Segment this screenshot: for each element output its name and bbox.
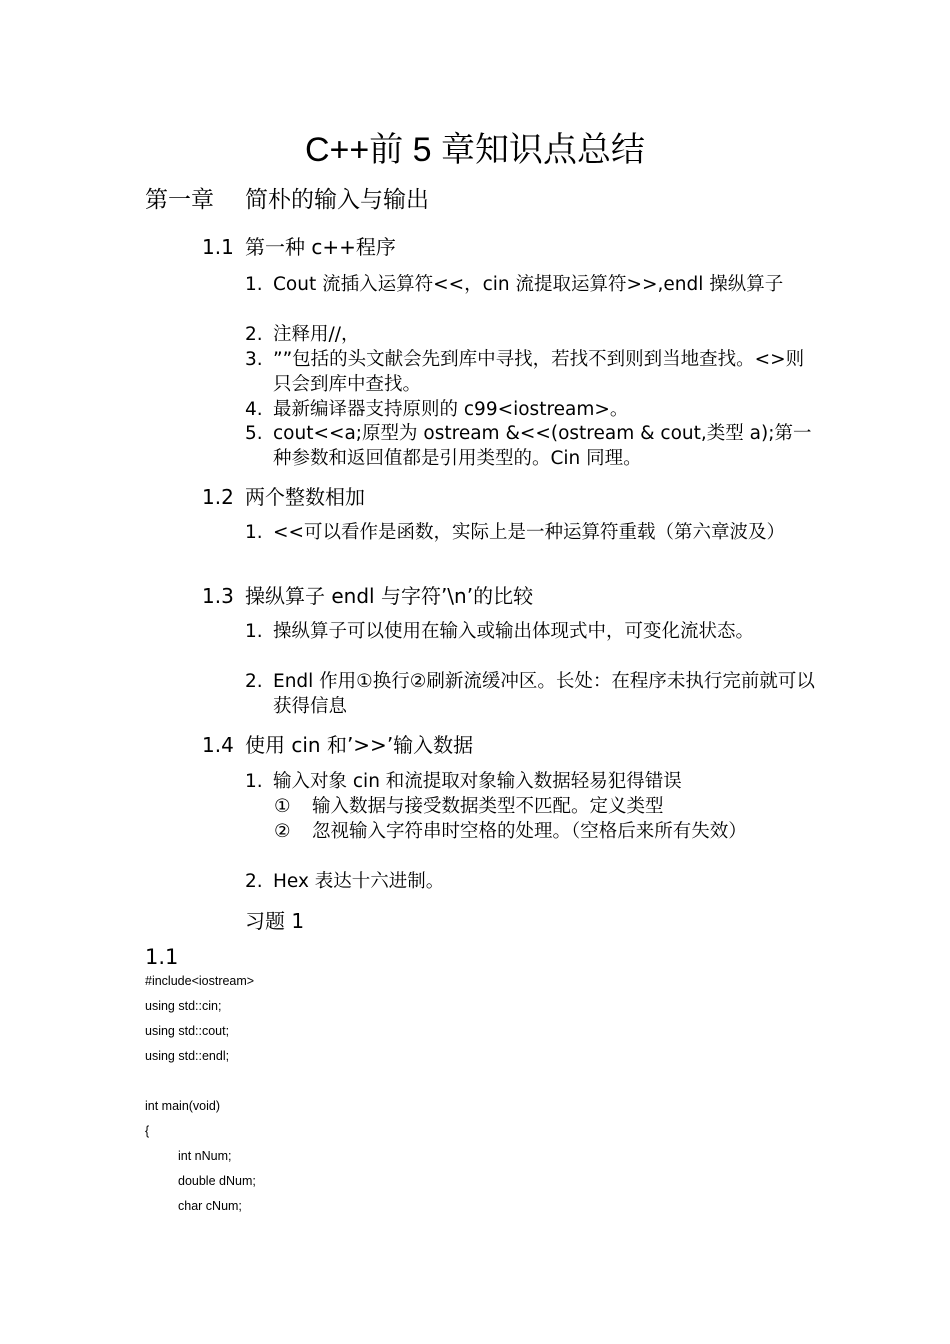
list-item-text: 操纵算子可以使用在输入或输出体现式中，可变化流状态。 bbox=[273, 621, 755, 642]
list-item bbox=[245, 670, 815, 719]
list-item bbox=[245, 521, 815, 546]
list-item-number: 4. bbox=[245, 399, 263, 420]
list-item-number: 5. bbox=[245, 423, 263, 444]
list-item bbox=[245, 870, 815, 895]
list-item-text: 输入对象 cin 和流提取对象输入数据轻易犯得错误 bbox=[273, 771, 682, 792]
code-line: int nNum; bbox=[178, 1149, 232, 1163]
chapter-number: 第一章 bbox=[145, 187, 214, 213]
list-item-text: cout<<a;原型为 ostream &<<(ostream & cout,类型 a);第一种参数和返回值都是引用类型的。Cin 同理。 bbox=[273, 423, 812, 469]
list-item bbox=[245, 323, 815, 348]
sub-list-item-number: ① bbox=[274, 796, 291, 817]
list-item bbox=[245, 620, 815, 645]
code-line: using std::cin; bbox=[145, 999, 222, 1013]
list-item-text: 注释用//， bbox=[273, 324, 360, 345]
list-item-number: 2. bbox=[245, 324, 263, 345]
section-number: 1.1 bbox=[202, 235, 234, 259]
section-number: 1.2 bbox=[202, 485, 234, 509]
sub-list-item-text: 输入数据与接受数据类型不匹配。定义类型 bbox=[312, 796, 664, 817]
code-line: { bbox=[145, 1124, 150, 1138]
sub-list-item bbox=[274, 795, 814, 820]
list-item-text: 最新编译器支持原则的 c99<iostream>。 bbox=[273, 399, 629, 420]
section-title: 操纵算子 endl 与字符’\n’的比较 bbox=[245, 584, 534, 608]
list-item bbox=[245, 273, 815, 298]
list-item-text: <<可以看作是函数，实际上是一种运算符重载（第六章波及） bbox=[273, 522, 786, 543]
section-number: 1.3 bbox=[202, 584, 234, 608]
code-line: #include<iostream> bbox=[145, 974, 255, 988]
code-line: char cNum; bbox=[178, 1199, 242, 1213]
section-title: 两个整数相加 bbox=[245, 485, 365, 509]
list-item-number: 1. bbox=[245, 771, 263, 792]
list-item bbox=[245, 422, 815, 471]
list-item-text: Cout 流插入运算符<<，cin 流提取运算符>>,endl 操纵算子 bbox=[273, 274, 784, 295]
list-item-number: 2. bbox=[245, 871, 263, 892]
list-item-number: 2. bbox=[245, 671, 263, 692]
code-line: using std::cout; bbox=[145, 1024, 230, 1038]
list-item bbox=[245, 348, 815, 397]
sub-list-item-number: ② bbox=[274, 821, 291, 842]
exercise-heading: 习题 1 bbox=[245, 909, 305, 933]
list-item-number: 1. bbox=[245, 522, 263, 543]
code-line: double dNum; bbox=[178, 1174, 256, 1188]
code-line: using std::endl; bbox=[145, 1049, 230, 1063]
list-item-number: 1. bbox=[245, 274, 263, 295]
sub-list-item-text: 忽视输入字符串时空格的处理。（空格后来所有失效） bbox=[312, 821, 747, 842]
list-item bbox=[245, 398, 815, 423]
list-item-number: 3. bbox=[245, 349, 263, 370]
chapter-heading bbox=[145, 183, 429, 217]
list-item-text: Hex 表达十六进制。 bbox=[273, 871, 445, 892]
section-heading bbox=[202, 581, 533, 611]
document-title: C++前 5 章知识点总结 bbox=[304, 131, 646, 169]
section-heading bbox=[202, 482, 365, 512]
section-title: 第一种 c++程序 bbox=[245, 235, 396, 259]
exercise-number: 1.1 bbox=[145, 945, 179, 969]
list-item bbox=[245, 770, 815, 795]
list-item-text: ””包括的头文献会先到库中寻找，若找不到则到当地查找。<>则只会到库中查找。 bbox=[273, 349, 805, 395]
section-title: 使用 cin 和’>>’输入数据 bbox=[245, 733, 474, 757]
section-number: 1.4 bbox=[202, 733, 234, 757]
list-item-number: 1. bbox=[245, 621, 263, 642]
list-item-text: Endl 作用①换行②刷新流缓冲区。长处：在程序未执行完前就可以获得信息 bbox=[273, 671, 815, 717]
chapter-name: 简朴的输入与输出 bbox=[245, 187, 429, 213]
sub-list-item bbox=[274, 820, 814, 845]
section-heading bbox=[202, 730, 473, 760]
section-heading bbox=[202, 232, 396, 262]
code-line: int main(void) bbox=[145, 1099, 221, 1113]
